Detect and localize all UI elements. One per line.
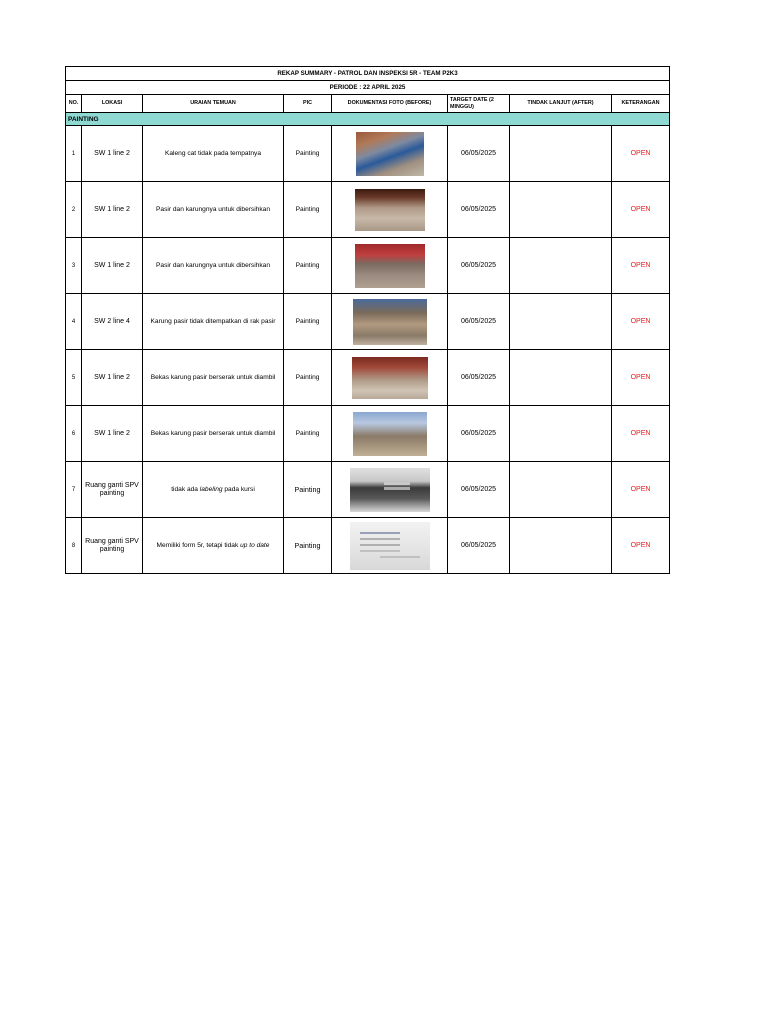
row-pic: Painting: [284, 350, 332, 406]
table-row: [66, 350, 670, 406]
status-badge: OPEN: [612, 350, 670, 406]
row-uraian: Pasir dan karungnya untuk dibersihkan: [143, 182, 284, 238]
table-row: [66, 294, 670, 350]
header-tindak-lanjut: TINDAK LANJUT (AFTER): [510, 95, 612, 113]
row-pic: Painting: [284, 294, 332, 350]
row-pic: Painting: [284, 126, 332, 182]
header-keterangan: KETERANGAN: [612, 95, 670, 113]
row-pic: Painting: [284, 462, 332, 518]
uraian-text: Memiliki form 5r, tetapi tidak: [156, 542, 241, 549]
row-uraian: [143, 462, 284, 518]
uraian-text: pada kursi: [222, 486, 255, 493]
row-tindak-lanjut: [510, 126, 612, 182]
row-no: 6: [66, 406, 82, 462]
row-target-date: 06/05/2025: [448, 406, 510, 462]
row-tindak-lanjut: [510, 294, 612, 350]
photo-chair: [350, 468, 430, 512]
status-badge: OPEN: [612, 406, 670, 462]
row-pic: Painting: [284, 518, 332, 574]
photo-sand-floor: [355, 189, 425, 231]
row-target-date: 06/05/2025: [448, 518, 510, 574]
status-badge: OPEN: [612, 182, 670, 238]
row-uraian: Bekas karung pasir berserak untuk diambil: [143, 406, 284, 462]
header-dokumentasi: DOKUMENTASI FOTO (BEFORE): [332, 95, 448, 113]
uraian-text: tidak ada: [171, 486, 200, 493]
uraian-emphasis: labeling: [199, 486, 223, 493]
header-lokasi: LOKASI: [82, 95, 143, 113]
status-badge: OPEN: [612, 518, 670, 574]
row-uraian: Karung pasir tidak ditempatkan di rak pasir: [143, 294, 284, 350]
table-row: [66, 462, 670, 518]
row-uraian: Pasir dan karungnya untuk dibersihkan: [143, 238, 284, 294]
row-target-date: 06/05/2025: [448, 294, 510, 350]
row-uraian: Bekas karung pasir berserak untuk diambil: [143, 350, 284, 406]
row-lokasi: SW 2 line 4: [82, 294, 143, 350]
header-no: NO.: [66, 95, 82, 113]
header-pic: PIC: [284, 95, 332, 113]
photo-yard: [353, 412, 427, 456]
photo-paint-can: [356, 132, 424, 176]
row-uraian: [143, 518, 284, 574]
table-row: [66, 182, 670, 238]
row-tindak-lanjut: [510, 238, 612, 294]
row-no: 8: [66, 518, 82, 574]
uraian-emphasis: up to date: [240, 542, 270, 549]
row-pic: Painting: [284, 238, 332, 294]
row-uraian: Kaleng cat tidak pada tempatnya: [143, 126, 284, 182]
row-no: 3: [66, 238, 82, 294]
row-pic: Painting: [284, 182, 332, 238]
photo-sand-sacks: [353, 299, 427, 345]
row-target-date: 06/05/2025: [448, 126, 510, 182]
row-lokasi: Ruang ganti SPV painting: [82, 518, 143, 574]
table-row: [66, 518, 670, 574]
row-tindak-lanjut: [510, 182, 612, 238]
photo-scattered-sacks: [352, 357, 428, 399]
row-no: 2: [66, 182, 82, 238]
row-lokasi: SW 1 line 2: [82, 126, 143, 182]
row-target-date: 06/05/2025: [448, 238, 510, 294]
photo-sand-floor: [355, 244, 425, 288]
row-no: 1: [66, 126, 82, 182]
row-no: 5: [66, 350, 82, 406]
row-target-date: 06/05/2025: [448, 462, 510, 518]
report-title: REKAP SUMMARY - PATROL DAN INSPEKSI 5R - TEAM P2K3: [66, 67, 670, 81]
row-tindak-lanjut: [510, 462, 612, 518]
row-lokasi: Ruang ganti SPV painting: [82, 462, 143, 518]
photo-form: [350, 522, 430, 570]
status-badge: OPEN: [612, 126, 670, 182]
row-pic: Painting: [284, 406, 332, 462]
row-no: 7: [66, 462, 82, 518]
table-row: [66, 126, 670, 182]
status-badge: OPEN: [612, 462, 670, 518]
row-lokasi: SW 1 line 2: [82, 182, 143, 238]
row-tindak-lanjut: [510, 518, 612, 574]
row-tindak-lanjut: [510, 350, 612, 406]
row-lokasi: SW 1 line 2: [82, 350, 143, 406]
status-badge: OPEN: [612, 238, 670, 294]
header-target-date: TARGET DATE (2 MINGGU): [448, 95, 510, 113]
row-lokasi: SW 1 line 2: [82, 406, 143, 462]
section-painting: PAINTING: [66, 113, 670, 126]
report-sheet: [65, 66, 669, 574]
row-no: 4: [66, 294, 82, 350]
header-uraian: URAIAN TEMUAN: [143, 95, 284, 113]
report-period: PERIODE : 22 APRIL 2025: [66, 81, 670, 95]
row-tindak-lanjut: [510, 406, 612, 462]
header-row: [66, 95, 670, 113]
row-target-date: 06/05/2025: [448, 350, 510, 406]
status-badge: OPEN: [612, 294, 670, 350]
table-row: [66, 406, 670, 462]
row-lokasi: SW 1 line 2: [82, 238, 143, 294]
row-target-date: 06/05/2025: [448, 182, 510, 238]
table-row: [66, 238, 670, 294]
summary-table: [65, 66, 670, 574]
